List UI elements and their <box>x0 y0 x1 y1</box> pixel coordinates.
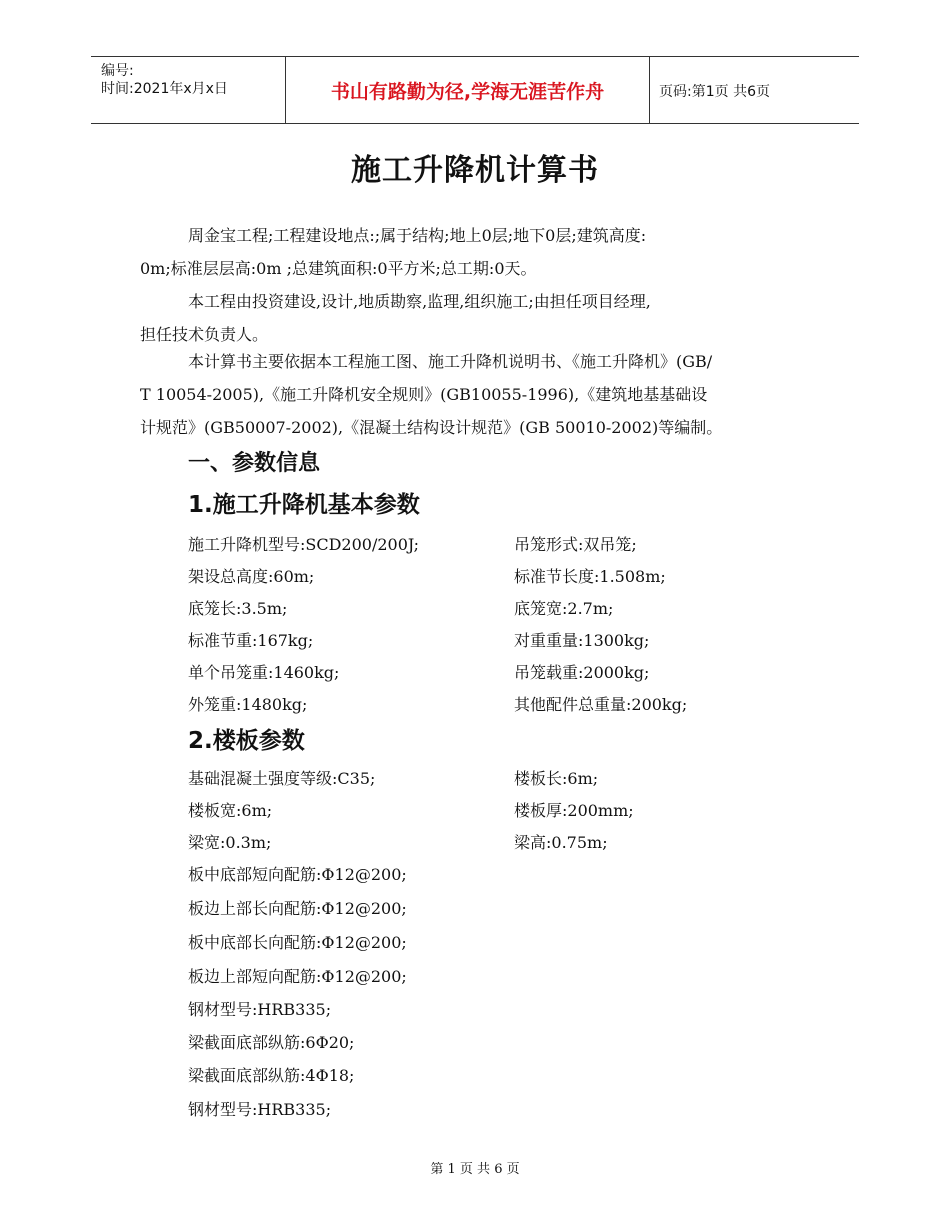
slab-param-item: 楼板厚:200mm; <box>514 801 634 820</box>
rebar-item: 板中底部短向配筋:Φ12@200; <box>188 865 407 884</box>
param-item: 标准节长度:1.508m; <box>514 567 666 586</box>
slab-param-item: 楼板长:6m; <box>514 769 599 788</box>
header-page-info: 页码:第1页 共6页 <box>659 84 770 100</box>
subsection-heading-basic: 1.施工升降机基本参数 <box>188 492 420 518</box>
doc-time: 时间:2021年x月x日 <box>101 81 228 97</box>
header-motto: 书山有路勤为径,学海无涯苦作舟 <box>330 81 605 103</box>
intro-line: 本计算书主要依据本工程施工图、施工升降机说明书、《施工升降机》(GB/ <box>188 352 713 371</box>
slab-param-item: 梁高:0.75m; <box>514 833 608 852</box>
param-item: 架设总高度:60m; <box>188 567 315 586</box>
page-header <box>91 56 859 124</box>
param-item: 单个吊笼重:1460kg; <box>188 663 340 682</box>
slab-param-item: 基础混凝土强度等级:C35; <box>188 769 376 788</box>
param-item: 外笼重:1480kg; <box>188 695 308 714</box>
param-item: 吊笼形式:双吊笼; <box>514 535 637 554</box>
intro-line: 本工程由投资建设,设计,地质勘察,监理,组织施工;由担任项目经理, <box>188 292 651 311</box>
param-item: 其他配件总重量:200kg; <box>514 695 688 714</box>
intro-line: 周金宝工程;工程建设地点:;属于结构;地上0层;地下0层;建筑高度: <box>188 226 647 245</box>
header-middle-cell <box>285 57 650 123</box>
intro-line: 计规范》(GB50007-2002),《混凝土结构设计规范》(GB 50010-2002)等编制。 <box>140 418 723 437</box>
subsection-heading-slab: 2.楼板参数 <box>188 728 305 754</box>
param-item: 吊笼载重:2000kg; <box>514 663 650 682</box>
rebar-item: 梁截面底部纵筋:4Φ18; <box>188 1066 355 1085</box>
slab-param-item: 楼板宽:6m; <box>188 801 273 820</box>
param-item: 底笼宽:2.7m; <box>514 599 614 618</box>
header-left-cell <box>91 57 285 123</box>
param-item: 标准节重:167kg; <box>188 631 314 650</box>
page-footer: 第 1 页 共 6 页 <box>430 1162 520 1177</box>
param-item: 施工升降机型号:SCD200/200J; <box>188 535 420 554</box>
rebar-item: 梁截面底部纵筋:6Φ20; <box>188 1033 355 1052</box>
header-right-cell <box>649 57 859 123</box>
doc-number-label: 编号: <box>101 63 134 79</box>
section-heading-parameters: 一、参数信息 <box>188 451 321 476</box>
slab-param-item: 梁宽:0.3m; <box>188 833 272 852</box>
rebar-item: 钢材型号:HRB335; <box>188 1000 332 1019</box>
rebar-item: 板边上部长向配筋:Φ12@200; <box>188 899 407 918</box>
rebar-item: 板边上部短向配筋:Φ12@200; <box>188 967 407 986</box>
intro-line: 担任技术负责人。 <box>140 325 269 344</box>
param-item: 底笼长:3.5m; <box>188 599 288 618</box>
document-title: 施工升降机计算书 <box>351 153 599 188</box>
param-item: 对重重量:1300kg; <box>514 631 650 650</box>
intro-line: T 10054-2005),《施工升降机安全规则》(GB10055-1996),《建筑地基基础设 <box>140 385 708 404</box>
intro-line: 0m;标准层层高:0m ;总建筑面积:0平方米;总工期:0天。 <box>140 259 537 278</box>
rebar-item: 钢材型号:HRB335; <box>188 1100 332 1119</box>
rebar-item: 板中底部长向配筋:Φ12@200; <box>188 933 407 952</box>
